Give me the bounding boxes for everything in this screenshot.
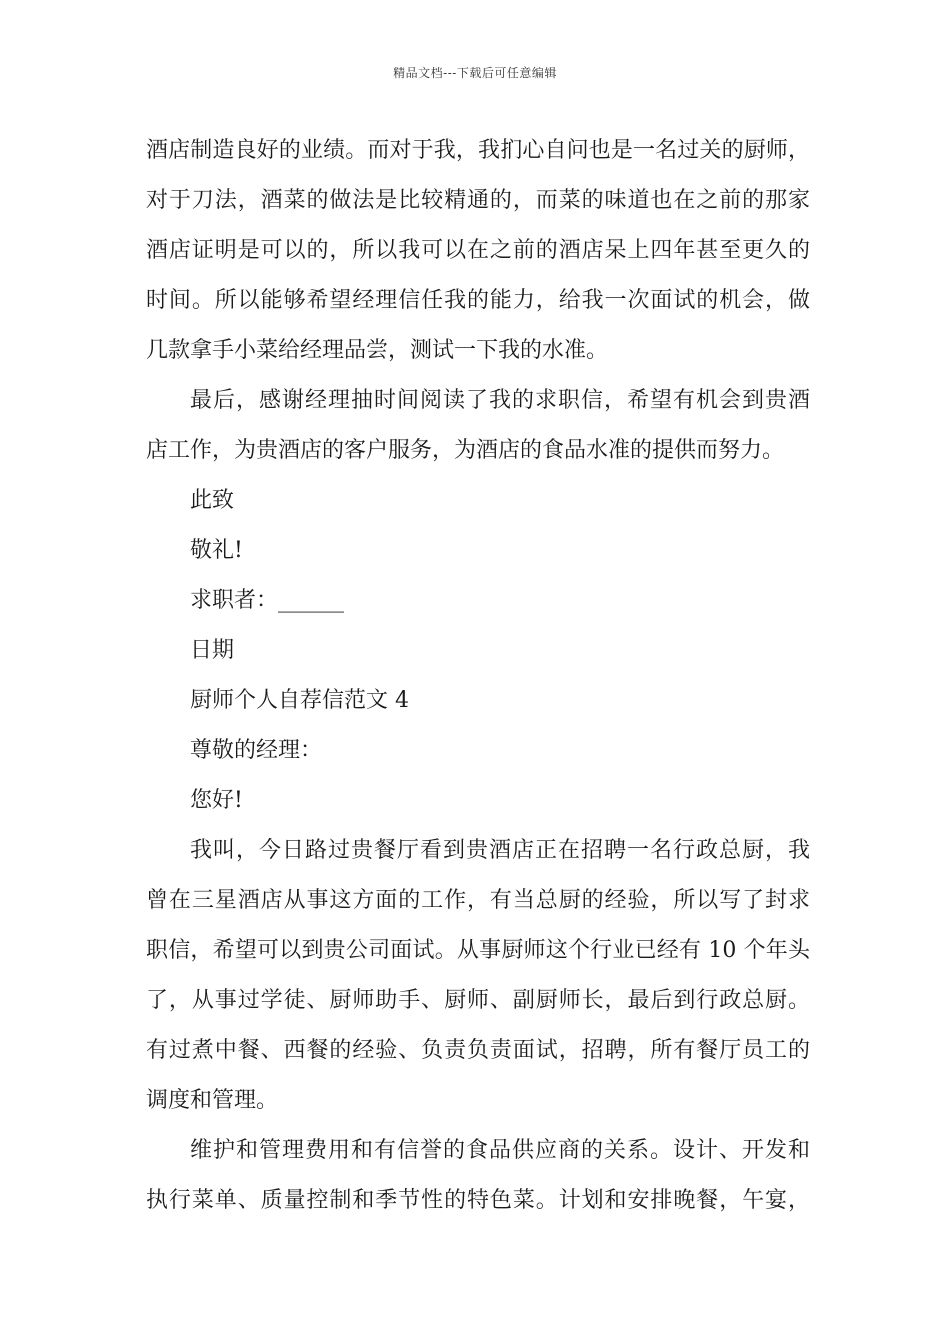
text-line: 时间。所以能够希望经理信任我的能力，给我一次面试的机会，做 [146, 288, 810, 313]
applicant-label: 求职者： [190, 588, 279, 613]
text-line: 对于刀法，酒菜的做法是比较精通的，而菜的味道也在之前的那家 [146, 188, 810, 213]
paragraph-responsibilities [146, 1126, 810, 1226]
salutation: 尊敬的经理： [190, 738, 323, 763]
paragraph-thanks [146, 376, 810, 476]
section-title: 厨师个人自荐信范文 4 [190, 688, 409, 713]
greeting: 您好! [190, 788, 243, 813]
page-header: 精品文档---下载后可任意编辑 [393, 66, 557, 80]
text-line: 我叫，今日路过贵餐厅看到贵酒店正在招聘一名行政总厨，我 [190, 838, 810, 863]
text-line: 酒店证明是可以的，所以我可以在之前的酒店呆上四年甚至更久的 [146, 238, 810, 263]
text-line: 酒店制造良好的业绩。而对于我，我扪心自问也是一名过关的厨师， [146, 138, 810, 163]
text-line: 调度和管理。 [146, 1088, 279, 1113]
applicant-blank: ______ [278, 588, 345, 613]
text-line: 维护和管理费用和有信誉的食品供应商的关系。设计、开发和 [190, 1138, 810, 1163]
text-line: 几款拿手小菜给经理品尝，测试一下我的水准。 [146, 338, 609, 363]
closing-cizhi: 此致 [190, 488, 235, 513]
text-line: 最后，感谢经理抽时间阅读了我的求职信，希望有机会到贵酒 [190, 388, 810, 413]
paragraph-skills [146, 126, 810, 376]
text-line: 执行菜单、质量控制和季节性的特色菜。计划和安排晚餐，午宴， [146, 1188, 810, 1213]
text-line: 职信，希望可以到贵公司面试。从事厨师这个行业已经有 10 个年头 [146, 938, 810, 963]
applicant-signature [146, 576, 810, 626]
closing-jingli: 敬礼! [190, 538, 243, 563]
text-line: 店工作，为贵酒店的客户服务，为酒店的食品水准的提供而努力。 [146, 438, 785, 463]
date-label: 日期 [190, 638, 235, 663]
text-line: 了，从事过学徒、厨师助手、厨师、副厨师长，最后到行政总厨。 [146, 988, 810, 1013]
document-body [146, 126, 810, 1226]
text-line: 有过煮中餐、西餐的经验、负责负责面试，招聘，所有餐厅员工的 [146, 1038, 810, 1063]
paragraph-introduction [146, 826, 810, 1126]
text-line: 曾在三星酒店从事这方面的工作，有当总厨的经验，所以写了封求 [146, 888, 810, 913]
